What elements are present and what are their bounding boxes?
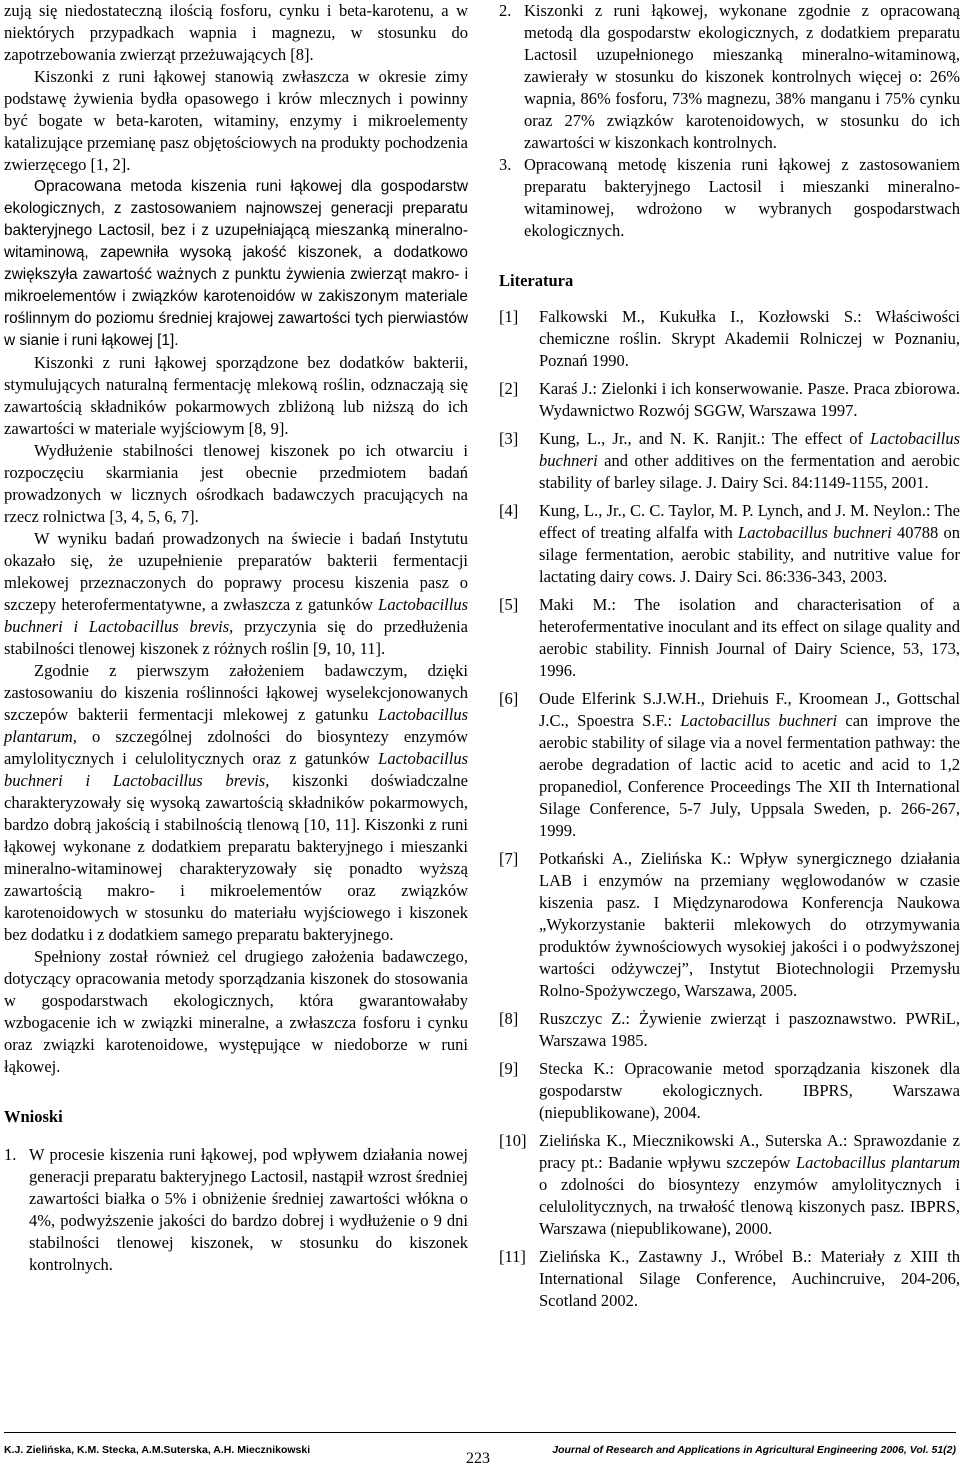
conclusion-text: W procesie kiszenia runi łąkowej, pod wpływem działania nowej generacji preparatu bakteryjnego Lactosil, nastąpił wzrost średniej zawartości białka o 5% i obniżenie średniej zawartości włókna o 4%, podwyższenie jakości do bardzo dobrej i wydłużenie o 9 dni stabilności tlenowej kiszonek, w stosunku do kiszonek kontrolnych. xyxy=(29,1145,468,1274)
italic-text: Lactobacillus buchneri xyxy=(539,429,960,470)
body-paragraph xyxy=(4,352,468,440)
text-run: Wydłużenie stabilności tlenowej kiszonek po ich otwarciu i rozpoczęciu skarmiania jest obecnie przedmiotem badań prowadzonych w licznych ośrodkach badawczych pracujących na rzecz rolnictwa [3, 4, 5, 6, 7]. xyxy=(4,441,468,526)
reference-number: [1] xyxy=(499,307,519,326)
body-paragraph xyxy=(4,660,468,946)
text-run: Falkowski M., Kukułka I., Kozłowski S.: Właściwości chemiczne roślin. Skrypt Akademii Rolniczej w Poznaniu, Poznań 1990. xyxy=(539,307,960,370)
reference-item xyxy=(499,848,960,1002)
text-run: o zdolności do biosyntezy enzymów amylolitycznych i celulolitycznych, na trwałość tlenową kiszonych pasz. IBPRS, Warszawa (niepublikowane), 2000. xyxy=(539,1175,960,1238)
text-run: can improve the aerobic stability of silage via a novel fermentation pathway: the aerobe degradation of lactic acid to acetic and acid to 1,2 propanediol, Conference Proceedings The XII th International Silage Conference, 5-7 July, Uppsala Sweden, p. 266-267, 1999. xyxy=(539,711,960,840)
text-run: zują się niedostateczną ilością fosforu, cynku i beta-karotenu, a w niektórych przypadkach wapnia i magnezu, w stosunku do zapotrzebowania zwierząt przeżuwających [8]. xyxy=(4,1,468,64)
text-run: Karaś J.: Zielonki i ich konserwowanie. Pasze. Praca zbiorowa. Wydawnictwo Rozwój SGGW, Warszawa 1997. xyxy=(539,379,960,420)
conclusion-text: Opracowaną metodę kiszenia runi łąkowej z zastosowaniem preparatu bakteryjnego Lactosil i mieszanki mineralno-witaminowej, wdrożono w wybranych gospodarstwach ekologicznych. xyxy=(524,155,960,240)
text-run: Ruszczyc Z.: Żywienie zwierząt i paszoznawstwo. PWRiL, Warszawa 1985. xyxy=(539,1009,960,1050)
right-column xyxy=(499,0,960,1318)
text-run: Opracowana metoda kiszenia runi łąkowej dla gospodarstw ekologicznych, z zastosowaniem najnowszej generacji preparatu bakteryjnego Lactosil, bez i z uzupełniającą mieszanką mineralno-witaminową, zapewniła wysoką jakość kiszonek, a dodatkowo zwiększyła zawartość ważnych z punktu żywienia zwierząt makro- i mikroelementów i związków karotenoidów w zakiszonym materiale roślinnym do poziomu średniej krajowej zawartości tych pierwiastów w sianie i runi łąkowej [1]. xyxy=(4,178,468,349)
text-run: Zgodnie z pierwszym założeniem badawczym, dzięki zastosowaniu do kiszenia roślinności łąkowej wyselekcjonowanych szczepów bakterii fermentacji mlekowej z gatunku xyxy=(4,661,468,724)
conclusion-item xyxy=(4,1144,468,1276)
reference-item xyxy=(499,688,960,842)
italic-text: Lactobacillus buchneri i Lactobacillus brevis, xyxy=(4,595,468,636)
text-run: Kiszonki z runi łąkowej stanowią zwłaszcza w okresie zimy podstawę żywienia bydła opasowego i krów mlecznych i powinny być bogate w beta-karoten, witaminy, enzymy i mikroelementy katalizujące przemianę pasz objętościowych na produkty pochodzenia zwierzęcego [1, 2]. xyxy=(4,67,468,174)
body-paragraph xyxy=(4,66,468,176)
reference-number: [5] xyxy=(499,595,519,614)
reference-number: [9] xyxy=(499,1059,519,1078)
reference-number: [8] xyxy=(499,1009,519,1028)
body-paragraph xyxy=(4,528,468,660)
reference-item xyxy=(499,428,960,494)
text-run: Spełniony został również cel drugiego założenia badawczego, dotyczący opracowania metody sporządzania kiszonek do stosowania w gospodarstwach ekologicznych, która gwarantowałaby wzbogacenie ich w związki mineralne, a zwłaszcza fosforu i cynku oraz związki karotenoidowe, występujące w niedoborze w runi łąkowej. xyxy=(4,947,468,1076)
body-paragraph xyxy=(4,176,468,352)
conclusions-list-continued xyxy=(499,0,960,242)
text-run: Kung, L., Jr., and N. K. Ranjit.: The effect of xyxy=(539,429,871,448)
reference-item xyxy=(499,306,960,372)
conclusion-number: 1. xyxy=(4,1145,17,1164)
text-run: Stecka K.: Opracowanie metod sporządzania kiszonek dla gospodarstw ekologicznych. IBPRS, Warszawa (niepublikowane), 2004. xyxy=(539,1059,960,1122)
reference-item xyxy=(499,500,960,588)
reference-number: [4] xyxy=(499,501,519,520)
conclusion-item xyxy=(499,154,960,242)
reference-item xyxy=(499,1008,960,1052)
text-run: kiszonki doświadczalne charakteryzowały się wysoką zawartością składników pokarmowych, bardzo dobrą jakością i stabilnością tlenową [10, 11]. Kiszonki z runi łąkowej wykonane z dodatkiem preparatu bakteryjnego i mieszanki mineralno-witaminowej charakteryzowały się ponadto wyższą zawartością makro- i mikroelementów oraz związków karotenoidowych w stosunku do materiału wyjściowego i kiszonek bez dodatku i z dodatkiem samego preparatu bakteryjnego. xyxy=(4,771,468,944)
reference-number: [10] xyxy=(499,1131,527,1150)
text-run: Maki M.: The isolation and characterisation of a heterofermentative inoculant and its effect on silage quality and aerobic stability. Finnish Journal of Dairy Science, 53, 173, 1996. xyxy=(539,595,960,680)
reference-item xyxy=(499,1130,960,1240)
left-column xyxy=(4,0,468,1276)
italic-text: Lactobacillus buchneri xyxy=(680,711,838,730)
reference-item xyxy=(499,1058,960,1124)
text-run: W wyniku badań prowadzonych na świecie i badań Instytutu okazało się, że uzupełnienie preparatów bakterii fermentacji mlekowej przeznaczonych do poprawy procesu kiszenia pasz o szczepy heterofermentatywne, a zwłaszcza z gatunków xyxy=(4,529,468,614)
footer-journal: Journal of Research and Applications in Agricultural Engineering 2006, Vol. 51(2) xyxy=(552,1444,956,1456)
text-run: and other additives on the fermentation and aerobic stability of barley silage. J. Dairy Sci. 84:1149-1155, 2001. xyxy=(539,451,960,492)
conclusion-number: 3. xyxy=(499,155,512,174)
literature-heading: Literatura xyxy=(499,271,574,290)
body-paragraph xyxy=(4,440,468,528)
conclusion-item xyxy=(499,0,960,154)
footer-authors: K.J. Zielińska, K.M. Stecka, A.M.Suterska, A.H. Miecznikowski xyxy=(4,1444,311,1456)
body-text xyxy=(4,0,468,1078)
italic-text: Lactobacillus buchneri i Lactobacillus brevis, xyxy=(4,749,468,790)
text-run: przyczynia się do przedłużenia stabilności tlenowej kiszonek z różnych roślin [9, 10, 11]. xyxy=(4,617,469,658)
reference-number: [2] xyxy=(499,379,519,398)
text-run: Oude Elferink S.J.W.H., Driehuis F., Kroomean J., Gottschal J.C., Spoestra S.F.: xyxy=(539,689,960,730)
conclusion-text: Kiszonki z runi łąkowej, wykonane zgodnie z opracowaną metodą dla gospodarstw ekologicznych, z dodatkiem preparatu Lactosil uzupełnionego mieszanką mineralno-witaminową, zawierały w stosunku do kiszonek kontrolnych więcej o: 26% wapnia, 86% fosforu, 73% magnezu, 38% manganu i 75% cynku oraz 27% związków karotenoidowych, w stosunku do ich zawartości w kiszonkach kontrolnych. xyxy=(524,1,960,152)
reference-item xyxy=(499,594,960,682)
reference-item xyxy=(499,1246,960,1312)
text-run: Kung, L., Jr., C. C. Taylor, M. P. Lynch, and J. M. Neylon.: The effect of treating alfalfa with xyxy=(539,501,960,542)
text-run: Zielińska K., Miecznikowski A., Suterska A.: Sprawozdanie z pracy pt.: Badanie wpływu szczepów xyxy=(539,1131,960,1172)
reference-number: [7] xyxy=(499,849,519,868)
reference-number: [11] xyxy=(499,1247,526,1266)
body-paragraph xyxy=(4,946,468,1078)
italic-text: Lactobacillus buchneri xyxy=(738,523,892,542)
text-run: o szczególnej zdolności do biosyntezy enzymów amylolitycznych i celulolitycznych oraz z gatunków xyxy=(4,727,468,768)
reference-number: [3] xyxy=(499,429,519,448)
page-number: 223 xyxy=(466,1450,490,1467)
footer-rule xyxy=(4,1432,956,1433)
page-footer xyxy=(0,1432,960,1468)
conclusion-number: 2. xyxy=(499,1,512,20)
text-run: Zielińska K., Zastawny J., Wróbel B.: Materiały z XIII th International Silage Conference, Auchincruive, 204-206, Scotland 2002. xyxy=(539,1247,960,1310)
conclusions-list xyxy=(4,1144,468,1276)
text-run: 40788 on silage fermentation, aerobic stability, and nutritive value for lactating dairy cows. J. Dairy Sci. 86:336-343, 2003. xyxy=(539,523,960,586)
italic-text: Lactobacillus plantarum, xyxy=(4,705,468,746)
italic-text: Lactobacillus plantarum xyxy=(795,1153,960,1172)
reference-number: [6] xyxy=(499,689,519,708)
reference-item xyxy=(499,378,960,422)
conclusions-heading: Wnioski xyxy=(4,1107,63,1126)
reference-list xyxy=(499,306,960,1312)
text-run: Kiszonki z runi łąkowej sporządzone bez dodatków bakterii, stymulujących naturalną fermentację mlekową roślin, odznaczają się zawartością składników pokarmowych zbliżoną lub niższą do ich zawartości w materiale wyjściowym [8, 9]. xyxy=(4,353,468,438)
body-paragraph xyxy=(4,0,468,66)
text-run: Potkański A., Zielińska K.: Wpływ synergicznego działania LAB i enzymów na przemiany węglowodanów w czasie kiszenia pasz. I Międzynarodowa Konferencja Naukowa „Wykorzystanie bakterii mlekowych do otrzymywania produktów żywnościowych wysokiej jakości i o podwyższonej wartości odżywczej”, Instytut Biotechnologii Przemysłu Rolno-Spożywczego, Warszawa, 2005. xyxy=(539,849,960,1000)
